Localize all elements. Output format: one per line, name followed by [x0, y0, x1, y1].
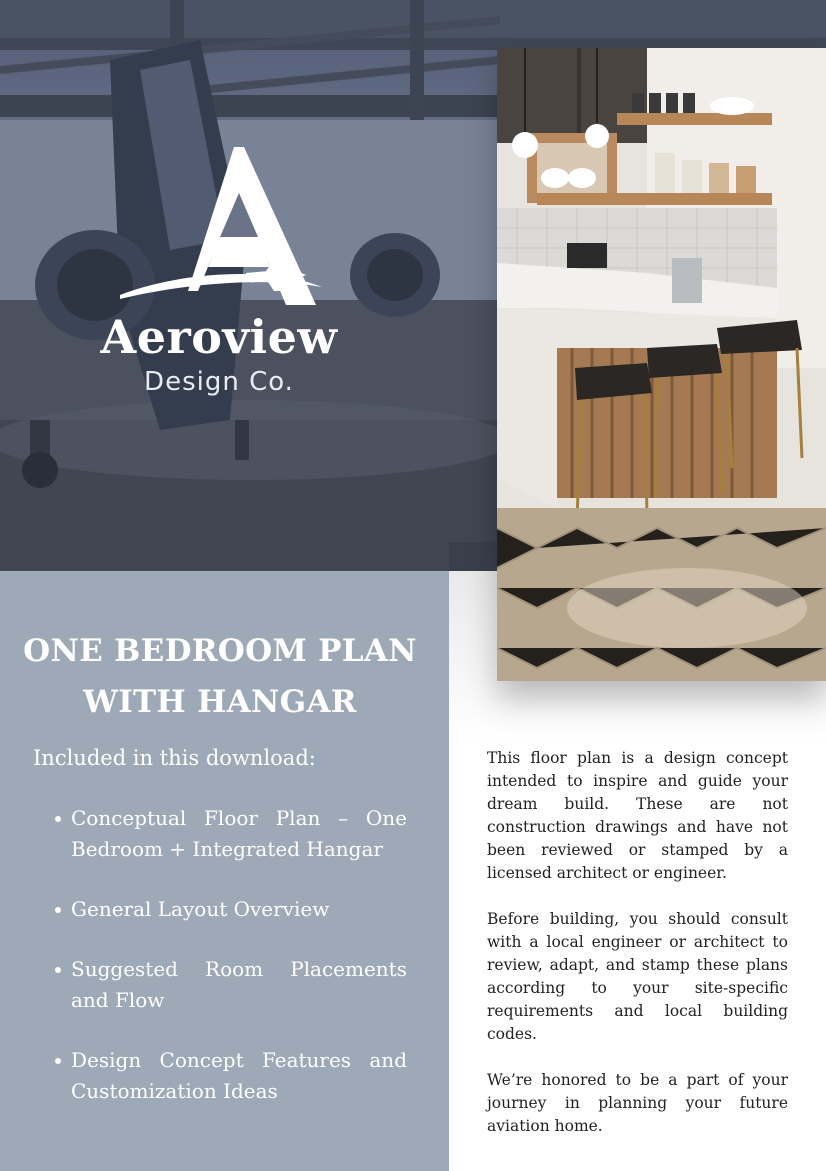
plan-title-line-1: ONE BEDROOM PLAN: [23, 633, 417, 669]
feature-item: Design Concept Features and Customization Ideas: [50, 1045, 407, 1107]
disclaimer-paragraph: This floor plan is a design concept intended to inspire and guide your dream build. These are not construction drawings and have not been reviewed or stamped by a licensed architect or engineer.: [487, 749, 788, 882]
included-label: Included in this download:: [33, 746, 316, 770]
kitchen-illustration: [497, 48, 826, 681]
plan-info-panel: [0, 571, 449, 1171]
disclaimer-notes: [487, 747, 788, 1161]
feature-list: [50, 803, 407, 1136]
disclaimer-paragraph: Before building, you should consult with a local engineer or architect to review, adapt, and stamp these plans according to your site-specific requirements and local building codes.: [487, 910, 788, 1043]
plan-title: [20, 626, 420, 728]
brand-subtitle: Design Co.: [144, 367, 294, 397]
disclaimer-paragraph: We’re honored to be a part of your journey in planning your future aviation home.: [487, 1071, 788, 1135]
plan-title-line-2: WITH HANGAR: [83, 684, 357, 720]
feature-item: General Layout Overview: [50, 894, 407, 925]
kitchen-photo: [497, 48, 826, 681]
feature-item: Suggested Room Placements and Flow: [50, 954, 407, 1016]
brand-logo: [96, 145, 346, 405]
feature-item: Conceptual Floor Plan – One Bedroom + Integrated Hangar: [50, 803, 407, 865]
brand-name: Aeroview: [100, 310, 338, 364]
aeroview-a-mark-icon: [116, 145, 326, 315]
